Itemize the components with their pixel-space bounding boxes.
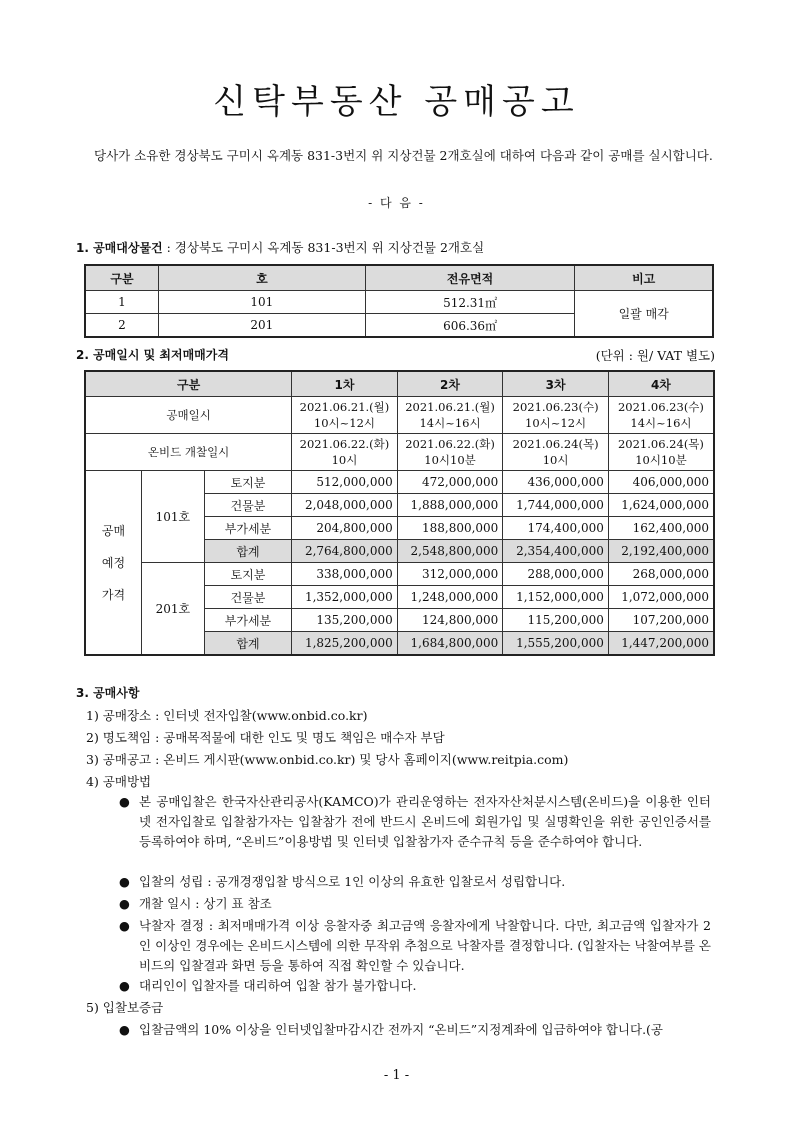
page-number: - 1 - [383, 1068, 410, 1083]
price-type: 건물분 [204, 586, 291, 609]
price-cell: 1,248,000,000 [397, 586, 503, 609]
intro-paragraph: 당사가 소유한 경상북도 구미시 옥계동 831-3번지 위 지상건물 2개호실에 대하여 다음과 같이 공매를 실시합니다. [94, 148, 713, 163]
section3-heading: 3. 공매사항 [76, 686, 140, 700]
exclusive-area: 512.31㎡ [365, 291, 575, 314]
opening-cell: 2021.06.24(목) 10시 [503, 434, 609, 471]
table-row [85, 291, 713, 314]
row-number: 1 [85, 291, 158, 314]
price-total-cell: 1,684,800,000 [397, 632, 503, 656]
header-cell: 구분 [85, 371, 292, 397]
unit-number: 101 [158, 291, 365, 314]
price-total-cell: 2,354,400,000 [503, 540, 609, 563]
price-cell: 135,200,000 [292, 609, 398, 632]
price-total-cell: 2,192,400,000 [608, 540, 714, 563]
price-type: 합계 [204, 540, 291, 563]
method-bullet [121, 916, 711, 976]
header-cell: 2차 [397, 371, 503, 397]
unit-label-101: 101호 [142, 471, 205, 563]
price-type: 합계 [204, 632, 291, 656]
bullet-text: 본 공매입찰은 한국자산관리공사(KAMCO)가 관리운영하는 전자자산처분시스템(온비드)을 이용한 인터넷 전자입찰로 입찰참가자는 입찰참가 전에 반드시 온비드에 회원가입 및 실명확인을 위한 공인인증서를 등록하여야 하며, “온비드”이용방법 및 인터넷 입찰참가자 준수규칙 등을 준수하여야 합니다. [139, 794, 711, 849]
price-cell: 472,000,000 [397, 471, 503, 494]
list-item: 2) 명도책임 : 공매목적물에 대한 인도 및 명도 책임은 매수자 부담 [86, 730, 445, 745]
price-total-cell: 1,447,200,000 [608, 632, 714, 656]
price-cell: 1,624,000,000 [608, 494, 714, 517]
section1-text: : 경상북도 구미시 옥계동 831-3번지 위 지상건물 2개호실 [166, 240, 485, 255]
section1-heading: 1. 공매대상물건 [76, 241, 163, 255]
price-type: 토지분 [204, 471, 291, 494]
section2-heading: 2. 공매일시 및 최저매매가격 [76, 348, 229, 362]
price-type: 부가세분 [204, 517, 291, 540]
dadum-heading: - 다 음 - [368, 196, 425, 210]
price-cell: 204,800,000 [292, 517, 398, 540]
price-cell: 107,200,000 [608, 609, 714, 632]
section2-heading-line [76, 346, 229, 363]
schedule-label: 공매일시 [85, 397, 292, 434]
property-table-header [85, 265, 713, 291]
price-total-cell: 1,555,200,000 [503, 632, 609, 656]
header-cell: 3차 [503, 371, 609, 397]
list-item: 4) 공매방법 [86, 774, 152, 789]
opening-cell: 2021.06.22.(화) 10시10분 [397, 434, 503, 471]
price-group-label: 공매 예정 가격 [85, 471, 142, 656]
unit-note: (단위 : 원/ VAT 별도) [595, 348, 715, 363]
schedule-cell: 2021.06.23(수) 10시~12시 [503, 397, 609, 434]
schedule-cell: 2021.06.21.(월) 14시~16시 [397, 397, 503, 434]
header-cell: 1차 [292, 371, 398, 397]
bullet-text: 대리인이 입찰자를 대리하여 입찰 참가 불가합니다. [139, 978, 417, 993]
method-bullet [121, 976, 711, 996]
sale-note: 일괄 매각 [575, 291, 713, 338]
price-cell: 288,000,000 [503, 563, 609, 586]
price-cell: 2,048,000,000 [292, 494, 398, 517]
bullet-text: 입찰의 성립 : 공개경쟁입찰 방식으로 1인 이상의 유효한 입찰로서 성립합니다. [139, 874, 566, 889]
method-bullet [121, 872, 711, 892]
bullet-text: 입찰금액의 10% 이상을 인터넷입찰마감시간 전까지 “온비드”지정계좌에 입금하여야 합니다.(공 [139, 1022, 664, 1037]
price-cell: 1,744,000,000 [503, 494, 609, 517]
bullet-dot: ● [119, 978, 130, 993]
header-cell: 비고 [575, 265, 713, 291]
opening-cell: 2021.06.24(목) 10시10분 [608, 434, 714, 471]
price-cell: 338,000,000 [292, 563, 398, 586]
page-title: 신탁부동산 공매공고 [213, 82, 580, 122]
price-row [85, 471, 714, 494]
price-type: 부가세분 [204, 609, 291, 632]
price-table [84, 370, 715, 656]
price-cell: 406,000,000 [608, 471, 714, 494]
price-type: 토지분 [204, 563, 291, 586]
opening-row [85, 434, 714, 471]
header-cell: 구분 [85, 265, 158, 291]
header-cell: 호 [158, 265, 365, 291]
price-type: 건물분 [204, 494, 291, 517]
opening-cell: 2021.06.22.(화) 10시 [292, 434, 398, 471]
unit-number: 201 [158, 314, 365, 338]
price-total-cell: 2,764,800,000 [292, 540, 398, 563]
bullet-text: 개찰 일시 : 상기 표 참조 [139, 896, 272, 911]
unit-label-201: 201호 [142, 563, 205, 656]
price-cell: 1,352,000,000 [292, 586, 398, 609]
list-item: 3) 공매공고 : 온비드 게시판(www.onbid.co.kr) 및 당사 홈페이지(www.reitpia.com) [86, 752, 569, 767]
price-cell: 124,800,000 [397, 609, 503, 632]
header-cell: 4차 [608, 371, 714, 397]
price-cell: 268,000,000 [608, 563, 714, 586]
bullet-dot: ● [119, 794, 130, 809]
price-cell: 436,000,000 [503, 471, 609, 494]
price-cell: 174,400,000 [503, 517, 609, 540]
row-number: 2 [85, 314, 158, 338]
schedule-row [85, 397, 714, 434]
bullet-dot: ● [119, 874, 130, 889]
bullet-dot: ● [119, 896, 130, 911]
price-cell: 162,400,000 [608, 517, 714, 540]
property-table [84, 264, 714, 338]
price-total-cell: 1,825,200,000 [292, 632, 398, 656]
price-cell: 188,800,000 [397, 517, 503, 540]
method-bullet [121, 792, 711, 852]
opening-label: 온비드 개찰일시 [85, 434, 292, 471]
price-total-cell: 2,548,800,000 [397, 540, 503, 563]
price-cell: 1,152,000,000 [503, 586, 609, 609]
price-cell: 312,000,000 [397, 563, 503, 586]
bullet-text: 낙찰자 결정 : 최저매매가격 이상 응찰자중 최고금액 응찰자에게 낙찰합니다. 다만, 최고금액 입찰자가 2인 이상인 경우에는 온비드시스템에 의한 무작위 추첨으로 낙찰자를 결정합니다. (입찰자는 낙찰여부를 온비드의 입찰결과 화면 등을 통하여 직접 확인할 수 있습니다. [139, 918, 711, 973]
price-row [85, 563, 714, 586]
price-cell: 1,072,000,000 [608, 586, 714, 609]
price-cell: 512,000,000 [292, 471, 398, 494]
bullet-dot: ● [119, 1022, 130, 1037]
schedule-cell: 2021.06.23(수) 14시~16시 [608, 397, 714, 434]
header-cell: 전유면적 [365, 265, 575, 291]
price-cell: 1,888,000,000 [397, 494, 503, 517]
deposit-bullet [121, 1020, 711, 1040]
section1-heading-line [76, 238, 484, 256]
price-table-header [85, 371, 714, 397]
exclusive-area: 606.36㎡ [365, 314, 575, 338]
list-item: 1) 공매장소 : 인터넷 전자입찰(www.onbid.co.kr) [86, 708, 368, 723]
bullet-dot: ● [119, 918, 130, 933]
method-bullet [121, 894, 711, 914]
price-cell: 115,200,000 [503, 609, 609, 632]
list-item: 5) 입찰보증금 [86, 1000, 164, 1015]
section3-heading-line [76, 684, 139, 701]
schedule-cell: 2021.06.21.(월) 10시~12시 [292, 397, 398, 434]
